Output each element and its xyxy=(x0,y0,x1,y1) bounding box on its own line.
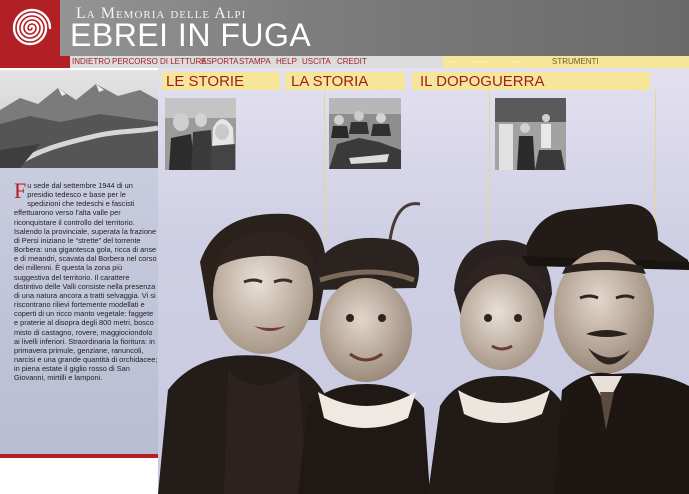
nav-faded-item-1[interactable]: ----- xyxy=(446,57,460,66)
mountain-landscape-photo xyxy=(0,70,158,168)
tab-il-dopoguerra[interactable]: IL DOPOGUERRA xyxy=(420,73,545,90)
le-storie-thumbnail[interactable] xyxy=(165,98,236,170)
nav-faded-item-2[interactable]: ------- xyxy=(470,57,489,66)
app-header xyxy=(0,0,689,56)
sidebar-dropcap: F xyxy=(14,178,27,203)
supertitle-text: La Memoria delle Alpi xyxy=(76,5,247,22)
nav-bar-accent xyxy=(0,56,70,68)
nav-bar xyxy=(0,56,689,68)
sidebar-divider xyxy=(0,454,158,458)
spiral-logo-icon[interactable] xyxy=(0,0,60,56)
nav-back[interactable]: INDIETRO xyxy=(72,57,111,66)
nav-tools[interactable]: STRUMENTI xyxy=(552,57,599,66)
title-text: EBREI IN FUGA xyxy=(70,17,312,53)
tab-le-storie[interactable]: LE STORIE xyxy=(166,73,245,90)
sidebar-paragraph: u sede dal settembre 1944 di un presidio tedesco e base per le spedizioni che tedeschi e fascisti effettuarono verso l’alta valle per riconquistare il controllo del territorio. Isalendo la provinciale, superata la frazione di Persi iniziano le “strette” del torrente Borbera: una gigantesca gola, ricca di anse e di meandri, scavata dal Borbera nel corso dei millenni. È questa la zona più suggestiva del territorio. Il carattere distintivo delle Valli consiste nella presenza di una natura ancora a tratti selvaggia. Vi si riscontrano rilievi fortemente modellati e coperti di un ricco manto vegetale: faggete e praterie al disopra degli 800 metri, bosco misto di castagno, rovere, maggiociondolo ai livelli inferiori. Straordinaria la fioritura: in primavera primule, genziane, ranuncoli, narcisi e una grande quantità di orchidacee; in piena estate il giglio rosso di San Giovanni, mirtilli e lamponi. xyxy=(14,181,158,383)
nav-credit[interactable]: CREDIT xyxy=(337,57,367,66)
nav-help[interactable]: HELP xyxy=(276,57,297,66)
app-title xyxy=(70,17,311,54)
family-portrait-photo xyxy=(158,170,689,494)
nav-export[interactable]: ESPORTA xyxy=(201,57,239,66)
il-dopoguerra-thumbnail[interactable] xyxy=(495,98,566,170)
la-storia-thumbnail[interactable] xyxy=(329,98,401,169)
sidebar-text xyxy=(14,178,158,383)
tab-la-storia[interactable]: LA STORIA xyxy=(291,73,369,90)
nav-reading-path[interactable]: PERCORSO DI LETTURA xyxy=(112,57,207,66)
nav-exit[interactable]: USCITA xyxy=(302,57,331,66)
nav-print[interactable]: STAMPA xyxy=(239,57,271,66)
nav-faded-item-3[interactable]: ----- xyxy=(510,57,524,66)
